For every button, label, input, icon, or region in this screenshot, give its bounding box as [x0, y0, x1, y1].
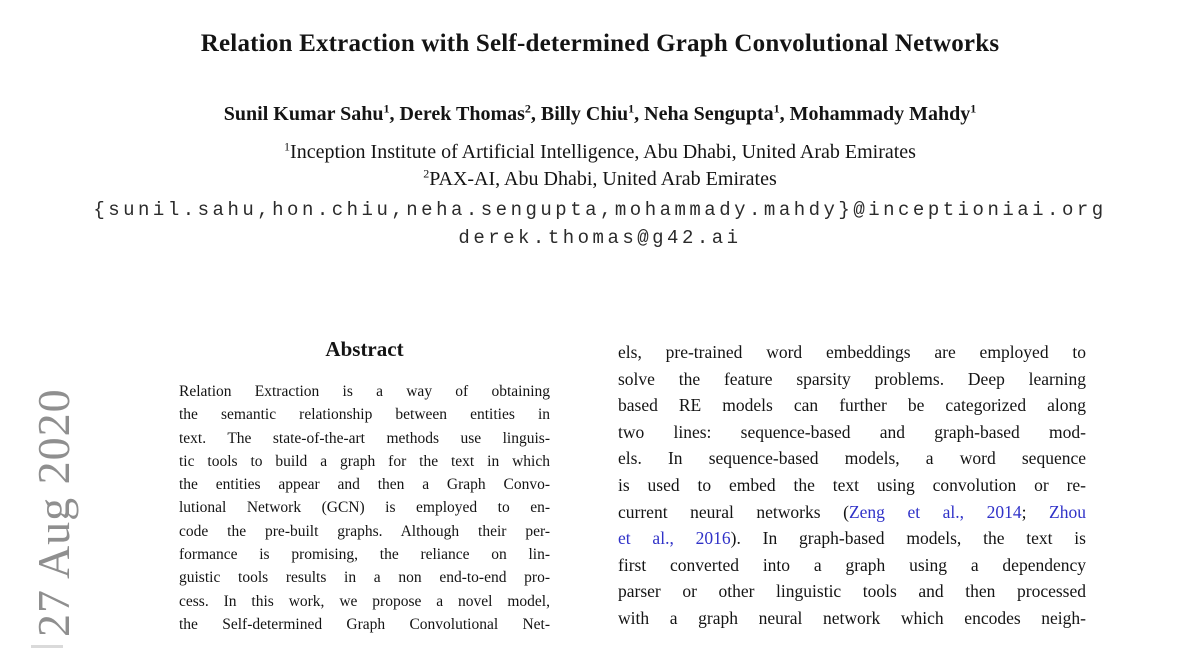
abstract-text-line: cess. In this work, we propose a novel model,	[179, 592, 550, 610]
email-line: derek.thomas@g42.ai	[458, 227, 742, 249]
abstract-text-line: Relation Extraction is a way of obtaining	[179, 383, 550, 400]
email-block	[0, 196, 1200, 252]
body-text-line: et al., 2016). In graph-based models, the text is	[618, 528, 1086, 549]
arxiv-submission-date-stamp: 27 Aug 2020	[28, 388, 79, 637]
author-name: Neha Sengupta	[644, 103, 774, 125]
affiliation-line: $^1$Inception Institute of Artificial Intelligence, Abu Dhabi, United Arab Emirates	[284, 139, 916, 163]
abstract-text-line: the entities appear and then a Graph Convo-	[179, 476, 550, 494]
abstract-text-line: guistic tools results in a non end-to-end pro-	[179, 569, 550, 587]
author-affiliation-marker: 1	[383, 101, 390, 116]
abstract-text-line: code the pre-built graphs. Although their per-	[179, 522, 550, 540]
abstract-body	[179, 380, 550, 636]
abstract-text-line: formance is promising, the reliance on lin-	[179, 546, 550, 564]
affiliation-block	[0, 139, 1200, 193]
body-text-line: first converted into a graph using a dependency	[618, 554, 1086, 575]
body-text-line: els, pre-trained word embeddings are employed to	[618, 342, 1086, 362]
citation-link[interactable]: Zhou	[1049, 501, 1086, 522]
abstract-text-line: the semantic relationship between entities in	[179, 406, 550, 424]
abstract-text-line: lutional Network (GCN) is employed to en-	[179, 499, 550, 517]
affiliation-marker: 2	[423, 166, 430, 181]
body-text-line: is used to embed the text using convolution or re-	[618, 474, 1086, 495]
affiliation-marker: 1	[284, 139, 291, 154]
affiliation-line: $^2$PAX-AI, Abu Dhabi, United Arab Emirates	[423, 166, 777, 190]
email-line: {sunil.sahu,hon.chiu,neha.sengupta,mohammady.mahdy}@inceptioniai.org	[93, 199, 1107, 221]
abstract-text-line: text. The state-of-the-art methods use linguis-	[179, 429, 550, 447]
abstract-text-line: the Self-determined Graph Convolutional Net-	[179, 615, 550, 633]
author-name: Billy Chiu	[540, 103, 629, 125]
author-name: Mohammady Mahdy	[789, 103, 971, 125]
body-text-line: els. In sequence-based models, a word sequence	[618, 448, 1086, 469]
author-name: Derek Thomas	[399, 103, 525, 125]
author-affiliation-marker: 1	[970, 101, 977, 116]
author-line: Sunil Kumar Sahu$^1$, Derek Thomas$^2$, Billy Chiu$^1$, Neha Sengupta$^1$, Mohammady Mahdy$^1$	[223, 101, 977, 125]
citation-link[interactable]: Zeng et al., 2014	[848, 501, 1022, 522]
body-text-line: two lines: sequence-based and graph-based mod-	[618, 421, 1086, 442]
author-name: Sunil Kumar Sahu	[223, 103, 384, 125]
body-text-line: solve the feature sparsity problems. Deep learning	[618, 368, 1086, 389]
body-text-line: based RE models can further be categorized along	[618, 395, 1086, 416]
author-affiliation-marker: 1	[773, 101, 780, 116]
abstract-heading: Abstract	[325, 337, 404, 361]
body-text-line: parser or other linguistic tools and then processed	[618, 581, 1086, 602]
citation-link[interactable]: et al., 2016	[618, 528, 731, 549]
author-affiliation-marker: 2	[524, 101, 531, 116]
author-affiliation-marker: 1	[628, 101, 635, 116]
paper-title: Relation Extraction with Self-determined Graph Convolutional Networks	[200, 30, 1000, 57]
body-text-line: with a graph neural network which encodes neigh-	[618, 607, 1086, 628]
introduction-column	[618, 339, 1086, 632]
body-text-line: current neural networks (Zeng et al., 2014; Zhou	[618, 501, 1086, 522]
abstract-text-line: tic tools to build a graph for the text in which	[179, 452, 550, 470]
